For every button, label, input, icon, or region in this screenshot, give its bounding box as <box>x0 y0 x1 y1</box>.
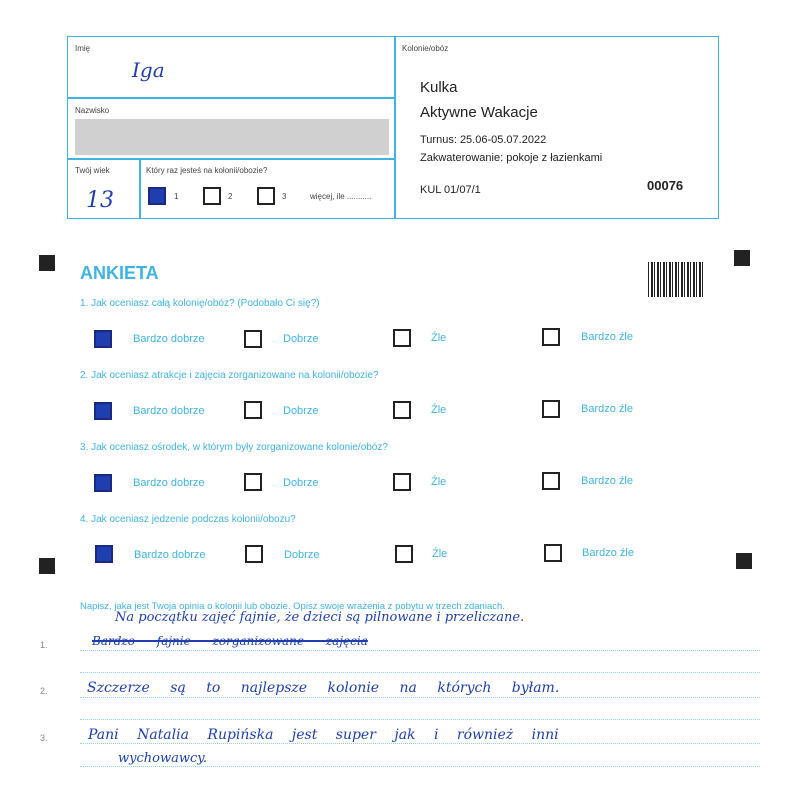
q1-checkbox-zle[interactable] <box>393 329 411 347</box>
ktory-raz-checkbox-2[interactable] <box>203 187 221 205</box>
ktory-raz-checkbox-1[interactable] <box>148 187 166 205</box>
q3-label-bardzo-zle: Bardzo źle <box>581 475 633 487</box>
ktory-raz-option-more: więcej, ile ........... <box>310 192 372 201</box>
q2-label-bardzo-dobrze: Bardzo dobrze <box>133 405 205 417</box>
registration-mark-top-right <box>734 250 750 266</box>
q4-label-bardzo-dobrze: Bardzo dobrze <box>134 549 206 561</box>
turnus: Turnus: 25.06-05.07.2022 <box>420 134 547 146</box>
question-1: 1. Jak oceniasz całą kolonię/obóz? (Podobało Ci się?) <box>80 298 320 309</box>
opinion-line-1-above[interactable]: Na początku zajęć fajnie, że dzieci są pilnowane i przeliczane. <box>115 610 525 625</box>
ktory-raz-option-3: 3 <box>282 192 287 201</box>
q3-label-bardzo-dobrze: Bardzo dobrze <box>133 477 205 489</box>
camp-code: KUL 01/07/1 <box>420 184 481 196</box>
ktory-raz-checkbox-3[interactable] <box>257 187 275 205</box>
q1-checkbox-bardzo-dobrze[interactable] <box>94 330 112 348</box>
header-divider-1 <box>67 97 395 99</box>
q1-label-zle: Źle <box>431 332 447 344</box>
registration-mark-bottom-right <box>736 553 752 569</box>
header-divider-2 <box>67 158 395 160</box>
line-number-1: 1. <box>40 640 48 650</box>
header-divider-vertical <box>394 36 396 219</box>
opinion-line-2[interactable]: Szczerze są to najlepsze kolonie na których byłam. <box>87 680 560 696</box>
barcode <box>648 262 705 297</box>
q4-label-dobrze: Dobrze <box>284 549 320 561</box>
q2-label-zle: Źle <box>431 404 447 416</box>
camp-program: Aktywne Wakacje <box>420 104 538 121</box>
q4-label-bardzo-zle: Bardzo źle <box>582 547 634 559</box>
writing-line-1b <box>80 672 760 673</box>
writing-line-3b <box>80 766 760 767</box>
q4-checkbox-bardzo-dobrze[interactable] <box>95 545 113 563</box>
question-2: 2. Jak oceniasz atrakcje i zajęcia zorganizowane na kolonii/obozie? <box>80 370 379 381</box>
question-3: 3. Jak oceniasz ośrodek, w którym były zorganizowane kolonie/obóz? <box>80 442 388 453</box>
q2-checkbox-dobrze[interactable] <box>244 401 262 419</box>
ktory-raz-option-2: 2 <box>228 192 233 201</box>
ktory-raz-label: Który raz jesteś na kolonii/obozie? <box>146 166 268 175</box>
q1-label-dobrze: Dobrze <box>283 333 319 345</box>
opinion-line-1-crossed[interactable]: Bardzo fajnie zorganizowane zajęcia <box>92 634 368 648</box>
q3-checkbox-dobrze[interactable] <box>244 473 262 491</box>
q2-checkbox-bardzo-dobrze[interactable] <box>94 402 112 420</box>
q2-checkbox-zle[interactable] <box>393 401 411 419</box>
wiek-label: Twój wiek <box>75 166 110 175</box>
opinion-line-3-cont[interactable]: wychowawcy. <box>118 751 207 766</box>
registration-mark-top-left <box>39 255 55 271</box>
q3-label-dobrze: Dobrze <box>283 477 319 489</box>
q4-checkbox-dobrze[interactable] <box>245 545 263 563</box>
writing-line-3 <box>80 743 760 744</box>
q4-label-zle: Źle <box>432 548 448 560</box>
wiek-value[interactable]: 13 <box>86 188 114 213</box>
camp-name: Kulka <box>420 79 458 96</box>
header-divider-3 <box>139 158 141 219</box>
question-4: 4. Jak oceniasz jedzenie podczas kolonii/obozu? <box>80 514 296 525</box>
q3-checkbox-bardzo-dobrze[interactable] <box>94 474 112 492</box>
q1-label-bardzo-zle: Bardzo źle <box>581 331 633 343</box>
nazwisko-label: Nazwisko <box>75 106 110 115</box>
writing-line-2 <box>80 697 760 698</box>
kolonie-label: Kolonie/obóz <box>402 44 449 53</box>
line-number-3: 3. <box>40 733 48 743</box>
q3-checkbox-bardzo-zle[interactable] <box>542 472 560 490</box>
opinion-line-3[interactable]: Pani Natalia Rupińska jest super jak i również inni <box>88 727 559 743</box>
q2-label-dobrze: Dobrze <box>283 405 319 417</box>
survey-title: ANKIETA <box>80 263 159 283</box>
q1-checkbox-bardzo-zle[interactable] <box>542 328 560 346</box>
q1-label-bardzo-dobrze: Bardzo dobrze <box>133 333 205 345</box>
writing-line-2b <box>80 719 760 720</box>
line-number-2: 2. <box>40 686 48 696</box>
registration-mark-bottom-left <box>39 558 55 574</box>
imie-value[interactable]: Iga <box>132 58 165 82</box>
q3-label-zle: Źle <box>431 476 447 488</box>
zakwaterowanie: Zakwaterowanie: pokoje z łazienkami <box>420 152 603 164</box>
imie-label: Imię <box>75 44 91 53</box>
nazwisko-redacted-field <box>75 119 389 155</box>
q2-label-bardzo-zle: Bardzo źle <box>581 403 633 415</box>
q1-checkbox-dobrze[interactable] <box>244 330 262 348</box>
q4-checkbox-zle[interactable] <box>395 545 413 563</box>
ktory-raz-option-1: 1 <box>174 192 179 201</box>
q3-checkbox-zle[interactable] <box>393 473 411 491</box>
writing-line-1 <box>80 650 760 651</box>
opinion-prompt: Napisz, jaka jest Twoja opinia o kolonii lub obozie. Opisz swoje wrażenia z pobytu w trzech zdaniach. <box>80 601 505 612</box>
form-number: 00076 <box>647 178 684 193</box>
q4-checkbox-bardzo-zle[interactable] <box>544 544 562 562</box>
q2-checkbox-bardzo-zle[interactable] <box>542 400 560 418</box>
